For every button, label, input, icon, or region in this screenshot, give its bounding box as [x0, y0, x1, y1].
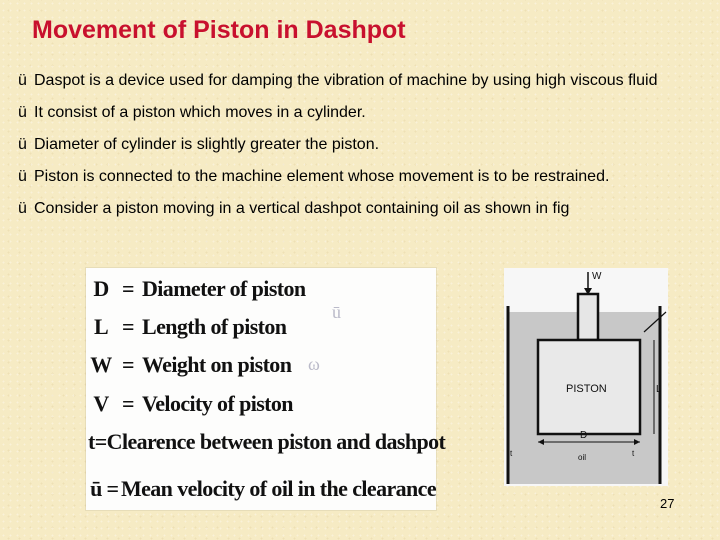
bullet-item: [18, 70, 708, 91]
legend-equals: =: [94, 429, 107, 454]
legend-equals: =: [122, 314, 134, 339]
legend-row-diameter: [86, 272, 436, 306]
bullet-text: Piston is connected to the machine element whose movement is to be restrained.: [34, 168, 610, 185]
piston-label: PISTON: [566, 383, 607, 395]
bullet-item: [18, 102, 708, 123]
bullet-text: Diameter of cylinder is slightly greater the piston.: [34, 136, 380, 153]
legend-symbol: t: [88, 429, 95, 454]
bullet-list: [18, 70, 708, 230]
check-mark-icon: ü: [18, 168, 27, 185]
clearance-right-label: t: [632, 449, 635, 458]
bullet-item: [18, 134, 708, 155]
check-mark-icon: ü: [18, 136, 27, 153]
legend-row-clearance: [86, 425, 446, 459]
legend-description: Diameter of piston: [142, 276, 306, 301]
legend-description: Mean velocity of oil in the clearance: [120, 476, 436, 501]
clearance-left-label: t: [510, 449, 513, 458]
legend-symbol: D: [93, 276, 109, 301]
legend-symbol: W: [90, 352, 112, 377]
legend-description: Weight on piston: [142, 352, 292, 377]
legend-row-weight: [86, 348, 436, 382]
check-mark-icon: ü: [18, 72, 27, 89]
legend-symbol: V: [93, 391, 109, 416]
legend-symbol: L: [93, 314, 109, 339]
bullet-text: Consider a piston moving in a vertical dashpot containing oil as shown in fig: [34, 200, 570, 217]
legend-description: Length of piston: [142, 314, 287, 339]
bullet-text: Daspot is a device used for damping the vibration of machine by using high viscous fluid: [34, 72, 658, 89]
legend-symbol: ū: [90, 476, 102, 501]
page-number: 27: [660, 496, 675, 511]
check-mark-icon: ü: [18, 104, 27, 121]
legend-row-velocity: [86, 387, 436, 421]
symbol-legend-image: [86, 268, 446, 510]
legend-row-length: [86, 310, 436, 344]
ghost-mark: ω: [308, 354, 320, 374]
bullet-item: [18, 166, 708, 187]
legend-equals: =: [122, 352, 134, 377]
piston-rod: [578, 294, 598, 340]
bullet-text: It consist of a piston which moves in a cylinder.: [34, 104, 366, 121]
diameter-label: D: [580, 430, 588, 441]
ghost-mark: ū: [332, 302, 341, 322]
legend-equals: =: [122, 391, 134, 416]
bullet-item: [18, 198, 708, 219]
dashpot-diagram: [504, 268, 668, 486]
legend-description: Clearence between piston and dashpot: [106, 429, 446, 454]
legend-description: Velocity of piston: [142, 391, 293, 416]
oil-label: oil: [578, 453, 587, 462]
legend-equals: =: [122, 276, 134, 301]
check-mark-icon: ü: [18, 200, 27, 217]
load-label: W: [592, 271, 602, 282]
legend-row-mean-velocity: [86, 472, 436, 506]
length-label: L: [656, 384, 662, 395]
legend-equals: =: [106, 476, 119, 501]
slide-title: Movement of Piston in Dashpot: [32, 16, 406, 44]
